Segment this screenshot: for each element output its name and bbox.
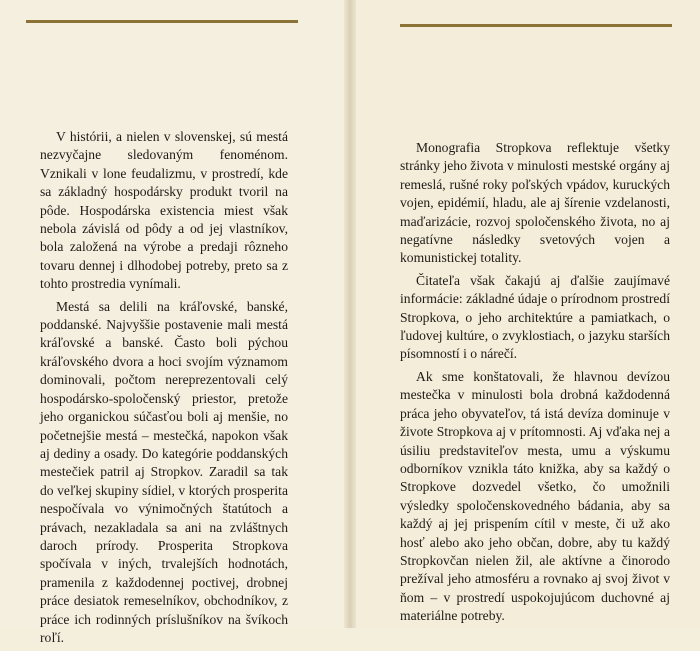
left-header-rule [26,20,298,23]
right-text-column [400,139,670,630]
book-gutter [344,0,356,628]
right-header-rule [400,24,672,27]
right-paragraph-3: Ak sme konštatovali, že hlavnou devízou mestečka v minulosti bola drobná každodenná práca jeho obyvateľov, tá istá devíza dominuje v živote Stropkova aj v prítomnosti. Aj vďaka nej a úsiliu predstaviteľov mesta, umu a výskumu odborníkov vznikla táto knižka, aby sa každý o Stropkove dozvedel všetko, čo umožnili výsledky spoločenskovedného bádania, aby sa každý aj jej prispením cítil v meste, či už ako hosť alebo ako jeho občan, dobre, aby tu každý Stropkovčan nielen žil, ale aktívne a činorodo prežíval jeho atmosféru a rovnako aj svoj život v ňom – v prostredí uspokojujúcom duchovné aj materiálne potreby. [400,368,670,624]
left-text-column [40,128,288,651]
right-paragraph-1: Monografia Stropkova reflektuje všetky stránky jeho života v minulosti mestské orgány aj remeslá, rušné roky poľských vpádov, kuruckých vojen, epidémií, hladu, ale aj šírenie vzdelanosti, maďarizácie, rozvoj spoločenského života, no aj negatívne následky svetových vojen a komunistickej totality. [400,140,670,266]
left-paragraph-2: Mestá sa delili na kráľovské, banské, poddanské. Najvyššie postavenie mali mestá kráľovské a banské. Často boli pýchou kráľovského dvora a hoci svojím významom dominovali, počtom nereprezentovali celý hospodársko-spoločenský priestor, pretože jeho organickou súčasťou boli aj menšie, no početnejšie mestá – mestečká, napokon však aj dediny a osady. Do kategórie poddanských mestečiek patril aj Stropkov. Zaradil sa tak do veľkej skupiny sídiel, v ktorých prosperita nespočívala vo výnimočných štatútoch a právach, nezakladala sa ani na zvláštnych daroch prírody. Prosperita Stropkova spočívala v iných, trvalejších hodnotách, pramenila z každodennej poctivej, drobnej práce desiatok remeselníkov, obchodníkov, z práce ich rodinných príslušníkov na švíkoch roľí. [40,298,288,645]
left-paragraph-1: V histórii, a nielen v slovenskej, sú mestá nezvyčajne sledovaným fenoménom. Vznikali v lone feudalizmu, v prostredí, kde sa základný hospodársky produkt tvoril na pôde. Hospodárska existencia miest však nebola závislá od pôdy a od jej vlastníkov, bola založená na výrobe a predaji rôzneho tovaru dennej i dlhodobej potreby, preto sa z tohto prostredia vynímali. [40,129,288,292]
right-paragraph-2: Čitateľa však čakajú aj ďalšie zaujímavé informácie: základné údaje o prírodnom prostredí Stropkova, o jeho architektúre a pamiatkach, o ľudovej kultúre, o zvyklostiach, o jazyku starších písomností i o nárečí. [400,272,670,362]
